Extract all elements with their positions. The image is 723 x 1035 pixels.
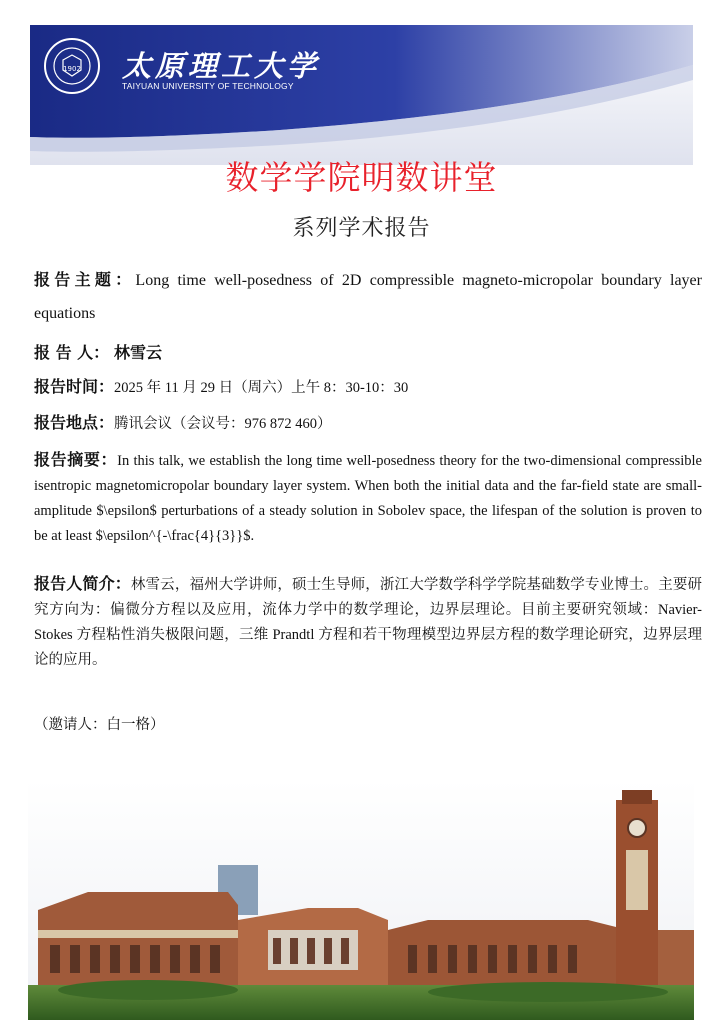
university-logo (44, 38, 100, 94)
inviter-note: （邀请人：白一格） (34, 717, 165, 733)
bio-value: 林雪云，福州大学讲师，硕士生导师，浙江大学数学科学学院基础数学专业博士。主要研究方向为：偏微分方程以及应用，流体力学中的数学理论，边界层理论。目前主要研究领域：Navier-Stokes 方程粘性消失极限问题，三维 Prandtl 方程和若干物理模型边界层方程的数学理论研究，边界层理论的应用。 (34, 577, 702, 668)
bio-section (34, 572, 702, 672)
page-subtitle: 系列学术报告 (292, 216, 431, 241)
logo-year: 1902 (63, 65, 81, 73)
time-value: 2025 年 11 月 29 日（周六）上午 8：30-10：30 (114, 380, 409, 396)
abstract-value: In this talk, we establish the long time well-posedness theory for the two-dimensional compressible isentropic magnetomicropolar boundary layer system. When both the initial data and the far-field state are small-amplitude $\epsilon$ perturbations of a steady solution in Sobolev space, the lifespan of the solution is proven to be at least $\epsilon^{-\frac{4}{3}}$. (34, 453, 702, 544)
abstract-label: 报告摘要： (34, 450, 118, 469)
place-section (34, 410, 702, 437)
page-title: 数学学院明数讲堂 (225, 158, 498, 197)
university-name-cn: 太原理工大学 (122, 49, 321, 83)
abstract-section (34, 448, 702, 548)
speaker-label: 报 告 人： (34, 343, 110, 362)
topic-value: Long time well-posedness of 2D compressible magneto-micropolar boundary layer equations (34, 272, 702, 322)
speaker-section (34, 340, 702, 366)
place-value: 腾讯会议（会议号：976 872 460） (114, 416, 332, 432)
university-name-en: TAIYUAN UNIVERSITY OF TECHNOLOGY (122, 81, 294, 91)
time-section (34, 374, 702, 401)
campus-building-image (28, 780, 694, 1020)
time-label: 报告时间： (34, 377, 115, 396)
topic-section (34, 264, 702, 330)
bio-label: 报告人简介： (34, 574, 131, 593)
place-label: 报告地点： (34, 413, 115, 432)
speaker-value: 林雪云 (113, 343, 162, 362)
topic-label: 报告主题： (34, 270, 136, 289)
